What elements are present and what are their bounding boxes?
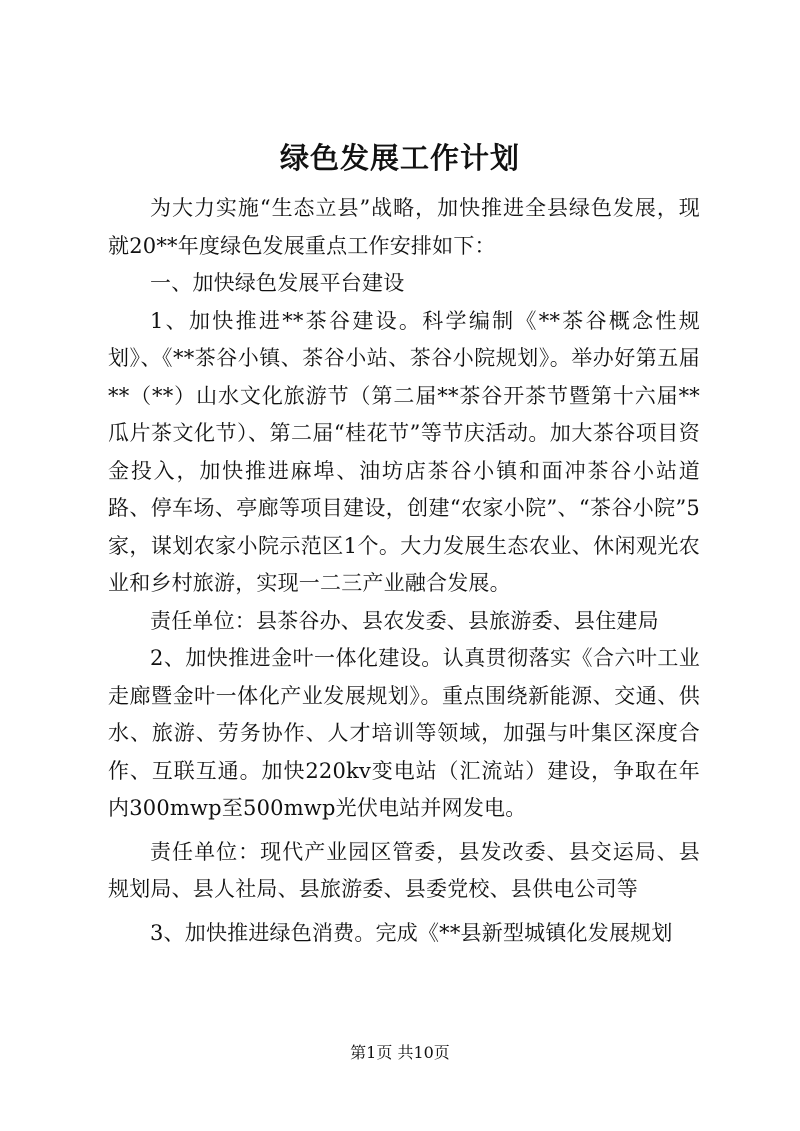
responsibility-paragraph: 责任单位：现代产业园区管委，县发改委、县交运局、县规划局、县人社局、县旅游委、县委党校、县供电公司等 — [108, 839, 700, 901]
page-number: 第1页 共10页 — [350, 1043, 450, 1062]
document-title: 绿色发展工作计划 — [279, 141, 520, 175]
body-paragraph: 3、加快推进绿色消费。完成《**县新型城镇化发展规划 — [150, 920, 673, 945]
body-paragraph: 2、加快推进金叶一体化建设。认真贯彻落实《合六叶工业走廊暨金叶一体化产业发展规划》。重点围绕新能源、交通、供水、旅游、劳务协作、人才培训等领域，加强与叶集区深度合作、互联互通。加快220kv变电站（汇流站）建设，争取在年内300mwp至500mwp光伏电站并网发电。 — [108, 646, 700, 820]
body-paragraph: 1、加快推进**茶谷建设。科学编制《**茶谷概念性规划》、《**茶谷小镇、茶谷小站、茶谷小院规划》。举办好第五届**（**）山水文化旅游节（第二届**茶谷开茶节暨第十六届**瓜片茶文化节）、第二届“桂花节”等节庆活动。加大茶谷项目资金投入，加快推进麻埠、油坊店茶谷小镇和面冲茶谷小站道路、停车场、亭廊等项目建设，创建“农家小院”、“茶谷小院”5家，谋划农家小院示范区1个。大力发展生态农业、休闲观光农业和乡村旅游，实现一二三产业融合发展。 — [108, 308, 700, 595]
section-heading: 一、加快绿色发展平台建设 — [150, 271, 405, 295]
intro-paragraph: 为大力实施“生态立县”战略，加快推进全县绿色发展，现就20**年度绿色发展重点工作安排如下： — [108, 196, 700, 258]
responsibility-paragraph: 责任单位：县茶谷办、县农发委、县旅游委、县住建局 — [150, 608, 659, 633]
document-body — [108, 190, 700, 952]
